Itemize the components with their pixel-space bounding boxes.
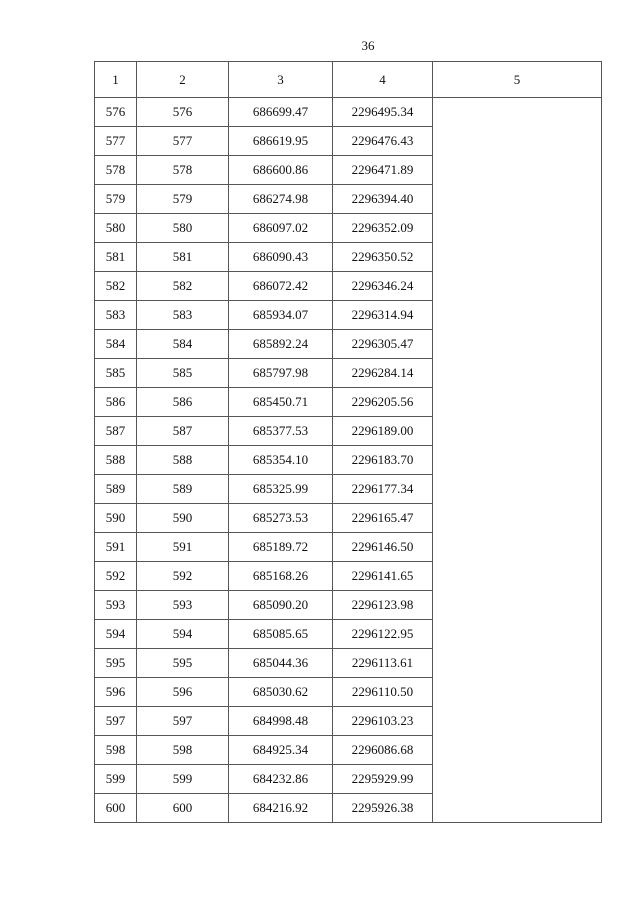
- table-cell: 2296352.09: [333, 214, 433, 243]
- table-cell: 584: [137, 330, 229, 359]
- table-cell: 598: [95, 736, 137, 765]
- table-cell: 2296113.61: [333, 649, 433, 678]
- table-cell: 578: [137, 156, 229, 185]
- table-cell: 2296189.00: [333, 417, 433, 446]
- table-cell: 599: [95, 765, 137, 794]
- table-cell: 577: [95, 127, 137, 156]
- table-cell: 684998.48: [229, 707, 333, 736]
- table-cell: 2296205.56: [333, 388, 433, 417]
- table-cell: 685354.10: [229, 446, 333, 475]
- table-cell: 686072.42: [229, 272, 333, 301]
- table-cell: 599: [137, 765, 229, 794]
- table-cell: 577: [137, 127, 229, 156]
- table-cell: 2296183.70: [333, 446, 433, 475]
- table-cell: 593: [95, 591, 137, 620]
- table-cell: 589: [95, 475, 137, 504]
- table-cell: 596: [95, 678, 137, 707]
- table-cell: 592: [95, 562, 137, 591]
- table-cell: 684925.34: [229, 736, 333, 765]
- table-cell: 685325.99: [229, 475, 333, 504]
- table-cell: 2296305.47: [333, 330, 433, 359]
- table-cell: 685085.65: [229, 620, 333, 649]
- table-cell: 685892.24: [229, 330, 333, 359]
- table-cell: 2296350.52: [333, 243, 433, 272]
- table-cell: 2296394.40: [333, 185, 433, 214]
- table-cell: 685934.07: [229, 301, 333, 330]
- table-cell: 2296141.65: [333, 562, 433, 591]
- table-cell: 685450.71: [229, 388, 333, 417]
- table-header-row: [95, 62, 602, 98]
- table-cell: 582: [95, 272, 137, 301]
- table-cell: 584: [95, 330, 137, 359]
- table-cell: 686699.47: [229, 98, 333, 127]
- table-cell: 600: [137, 794, 229, 823]
- table-cell: 595: [95, 649, 137, 678]
- table-cell: 587: [95, 417, 137, 446]
- table-cell: 2296476.43: [333, 127, 433, 156]
- table-cell: 586: [95, 388, 137, 417]
- table-cell: 583: [137, 301, 229, 330]
- table-cell: 590: [137, 504, 229, 533]
- table-cell: 2296123.98: [333, 591, 433, 620]
- coordinates-table: [94, 61, 602, 823]
- table-row: [95, 98, 602, 127]
- table-cell: 596: [137, 678, 229, 707]
- table-cell: 684232.86: [229, 765, 333, 794]
- table-cell: 2296284.14: [333, 359, 433, 388]
- table-cell: 685168.26: [229, 562, 333, 591]
- table-cell: 2296346.24: [333, 272, 433, 301]
- table-cell: 580: [95, 214, 137, 243]
- table-cell: 686600.86: [229, 156, 333, 185]
- table-cell: 593: [137, 591, 229, 620]
- table-cell: 685090.20: [229, 591, 333, 620]
- table-cell: 585: [95, 359, 137, 388]
- table-cell: 685189.72: [229, 533, 333, 562]
- table-cell: 594: [95, 620, 137, 649]
- table-cell: 592: [137, 562, 229, 591]
- table-cell: 2296495.34: [333, 98, 433, 127]
- table-cell: 580: [137, 214, 229, 243]
- column-header: 4: [333, 62, 433, 98]
- table-cell: 2296086.68: [333, 736, 433, 765]
- table-cell: 590: [95, 504, 137, 533]
- table-cell: 685044.36: [229, 649, 333, 678]
- table-cell: 579: [95, 185, 137, 214]
- table-cell: 685377.53: [229, 417, 333, 446]
- table-cell: 2296165.47: [333, 504, 433, 533]
- table-cell: 685030.62: [229, 678, 333, 707]
- table-cell: 581: [95, 243, 137, 272]
- table-cell: 587: [137, 417, 229, 446]
- table-cell: 591: [95, 533, 137, 562]
- table-cell: 589: [137, 475, 229, 504]
- table-cell: 576: [95, 98, 137, 127]
- table-body: [95, 98, 602, 823]
- table-cell: 576: [137, 98, 229, 127]
- table-cell: 594: [137, 620, 229, 649]
- table-cell: 588: [95, 446, 137, 475]
- column-header: 5: [433, 62, 602, 98]
- column-header: 3: [229, 62, 333, 98]
- table-cell: 2296103.23: [333, 707, 433, 736]
- table-cell: 586: [137, 388, 229, 417]
- column-header: 1: [95, 62, 137, 98]
- table-cell: 578: [95, 156, 137, 185]
- page-number: 36: [361, 38, 375, 53]
- table-cell: 2296146.50: [333, 533, 433, 562]
- table-cell: 2296110.50: [333, 678, 433, 707]
- table-cell: 588: [137, 446, 229, 475]
- table-cell: 2296177.34: [333, 475, 433, 504]
- table-cell: 591: [137, 533, 229, 562]
- table-cell: 2296471.89: [333, 156, 433, 185]
- column-header: 2: [137, 62, 229, 98]
- table-cell: 2295926.38: [333, 794, 433, 823]
- table-cell: 686619.95: [229, 127, 333, 156]
- table-cell: 595: [137, 649, 229, 678]
- table-cell: 597: [95, 707, 137, 736]
- table-cell: 685797.98: [229, 359, 333, 388]
- table-cell: 600: [95, 794, 137, 823]
- table-cell: 583: [95, 301, 137, 330]
- table-cell: 2295929.99: [333, 765, 433, 794]
- table-cell: 684216.92: [229, 794, 333, 823]
- table-cell: 2296122.95: [333, 620, 433, 649]
- table-cell: 581: [137, 243, 229, 272]
- table-cell-column-5: [433, 98, 602, 823]
- table-cell: 597: [137, 707, 229, 736]
- table-cell: 686097.02: [229, 214, 333, 243]
- table-cell: 685273.53: [229, 504, 333, 533]
- table-cell: 598: [137, 736, 229, 765]
- table-cell: 582: [137, 272, 229, 301]
- table-cell: 579: [137, 185, 229, 214]
- table-cell: 686090.43: [229, 243, 333, 272]
- table-cell: 585: [137, 359, 229, 388]
- table-cell: 2296314.94: [333, 301, 433, 330]
- table-cell: 686274.98: [229, 185, 333, 214]
